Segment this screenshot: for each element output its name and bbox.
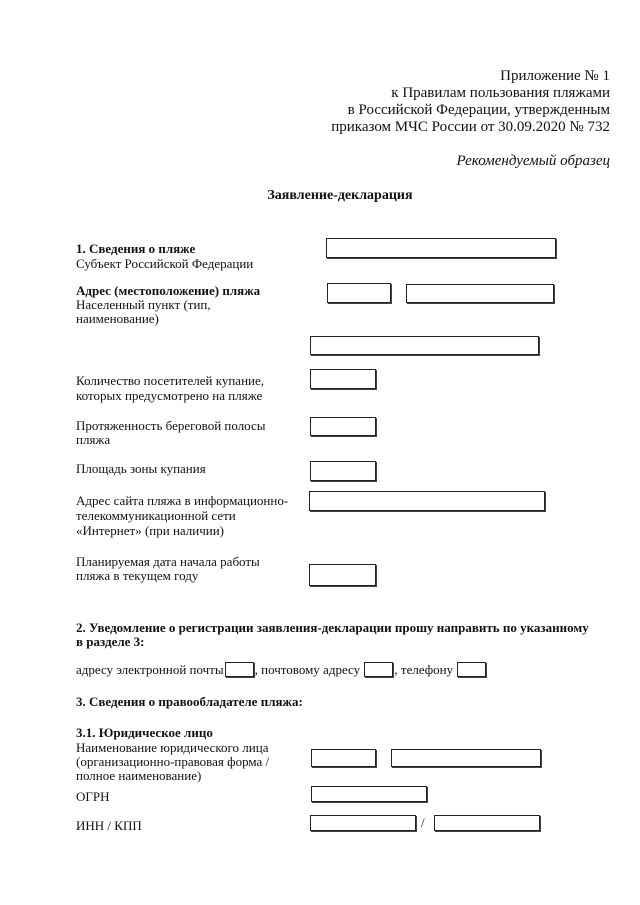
legal-form-field[interactable] [311, 749, 376, 767]
document-title: Заявление-декларация [267, 188, 413, 203]
postal-checkbox[interactable] [364, 662, 393, 677]
settlement-label-1: Населенный пункт (тип, [76, 297, 211, 312]
appendix-rules: к Правилам пользования пляжами [391, 85, 610, 101]
shore-field[interactable] [310, 417, 376, 436]
legal-entity-heading: 3.1. Юридическое лицо [76, 725, 213, 740]
section2-heading-2: в разделе 3: [76, 634, 145, 649]
shore-label-2: пляжа [76, 432, 111, 447]
address-heading: Адрес (местоположение) пляжа [76, 283, 261, 298]
email-label: адресу электронной почты [76, 662, 224, 677]
appendix-approved: в Российской Федерации, утвержденным [347, 102, 610, 118]
section3-heading: 3. Сведения о правообладателе пляжа: [76, 694, 303, 709]
recommended-sample: Рекомендуемый образец [456, 153, 610, 169]
date-label-1: Планируемая дата начала работы [76, 554, 260, 569]
legal-name-label-1: Наименование юридического лица [76, 740, 269, 755]
subject-field[interactable] [326, 238, 556, 258]
visitors-field[interactable] [310, 369, 376, 389]
legal-name-label-2: (организационно-правовая форма / [76, 754, 270, 769]
site-label-2: телекоммуникационной сети [76, 508, 236, 523]
section2-heading-1: 2. Уведомление о регистрации заявления-декларации прошу направить по указанному [76, 620, 589, 635]
subject-label: Субъект Российской Федерации [76, 256, 254, 271]
site-label-3: «Интернет» (при наличии) [76, 523, 225, 538]
ogrn-label: ОГРН [76, 789, 110, 804]
legal-name-field[interactable] [391, 749, 541, 767]
settlement-name-field[interactable] [406, 284, 554, 303]
phone-label: , телефону [394, 662, 454, 677]
address-field[interactable] [310, 336, 539, 355]
area-field[interactable] [310, 461, 376, 481]
ogrn-field[interactable] [311, 786, 427, 802]
settlement-type-field[interactable] [327, 283, 391, 303]
section1-heading: 1. Сведения о пляже [76, 241, 196, 256]
inn-kpp-label: ИНН / КПП [76, 818, 142, 833]
area-label: Площадь зоны купания [76, 461, 206, 476]
date-field[interactable] [309, 564, 376, 586]
site-field[interactable] [309, 491, 545, 511]
visitors-label-1: Количество посетителей купание, [76, 373, 265, 388]
postal-label: , почтовому адресу [254, 662, 361, 677]
inn-kpp-separator: / [421, 815, 425, 830]
site-label-1: Адрес сайта пляжа в информационно- [76, 493, 289, 508]
date-label-2: пляжа в текущем году [76, 568, 199, 583]
phone-checkbox[interactable] [457, 662, 486, 677]
settlement-label-2: наименование) [76, 311, 159, 326]
appendix-number: Приложение № 1 [500, 68, 610, 84]
notification-options [76, 662, 487, 677]
shore-label-1: Протяженность береговой полосы [76, 418, 266, 433]
appendix-order: приказом МЧС России от 30.09.2020 № 732 [331, 119, 610, 135]
visitors-label-2: которых предусмотрено на пляже [76, 388, 263, 403]
kpp-field[interactable] [434, 815, 540, 831]
email-checkbox[interactable] [225, 662, 254, 677]
inn-field[interactable] [310, 815, 416, 831]
legal-name-label-3: полное наименование) [76, 768, 202, 783]
